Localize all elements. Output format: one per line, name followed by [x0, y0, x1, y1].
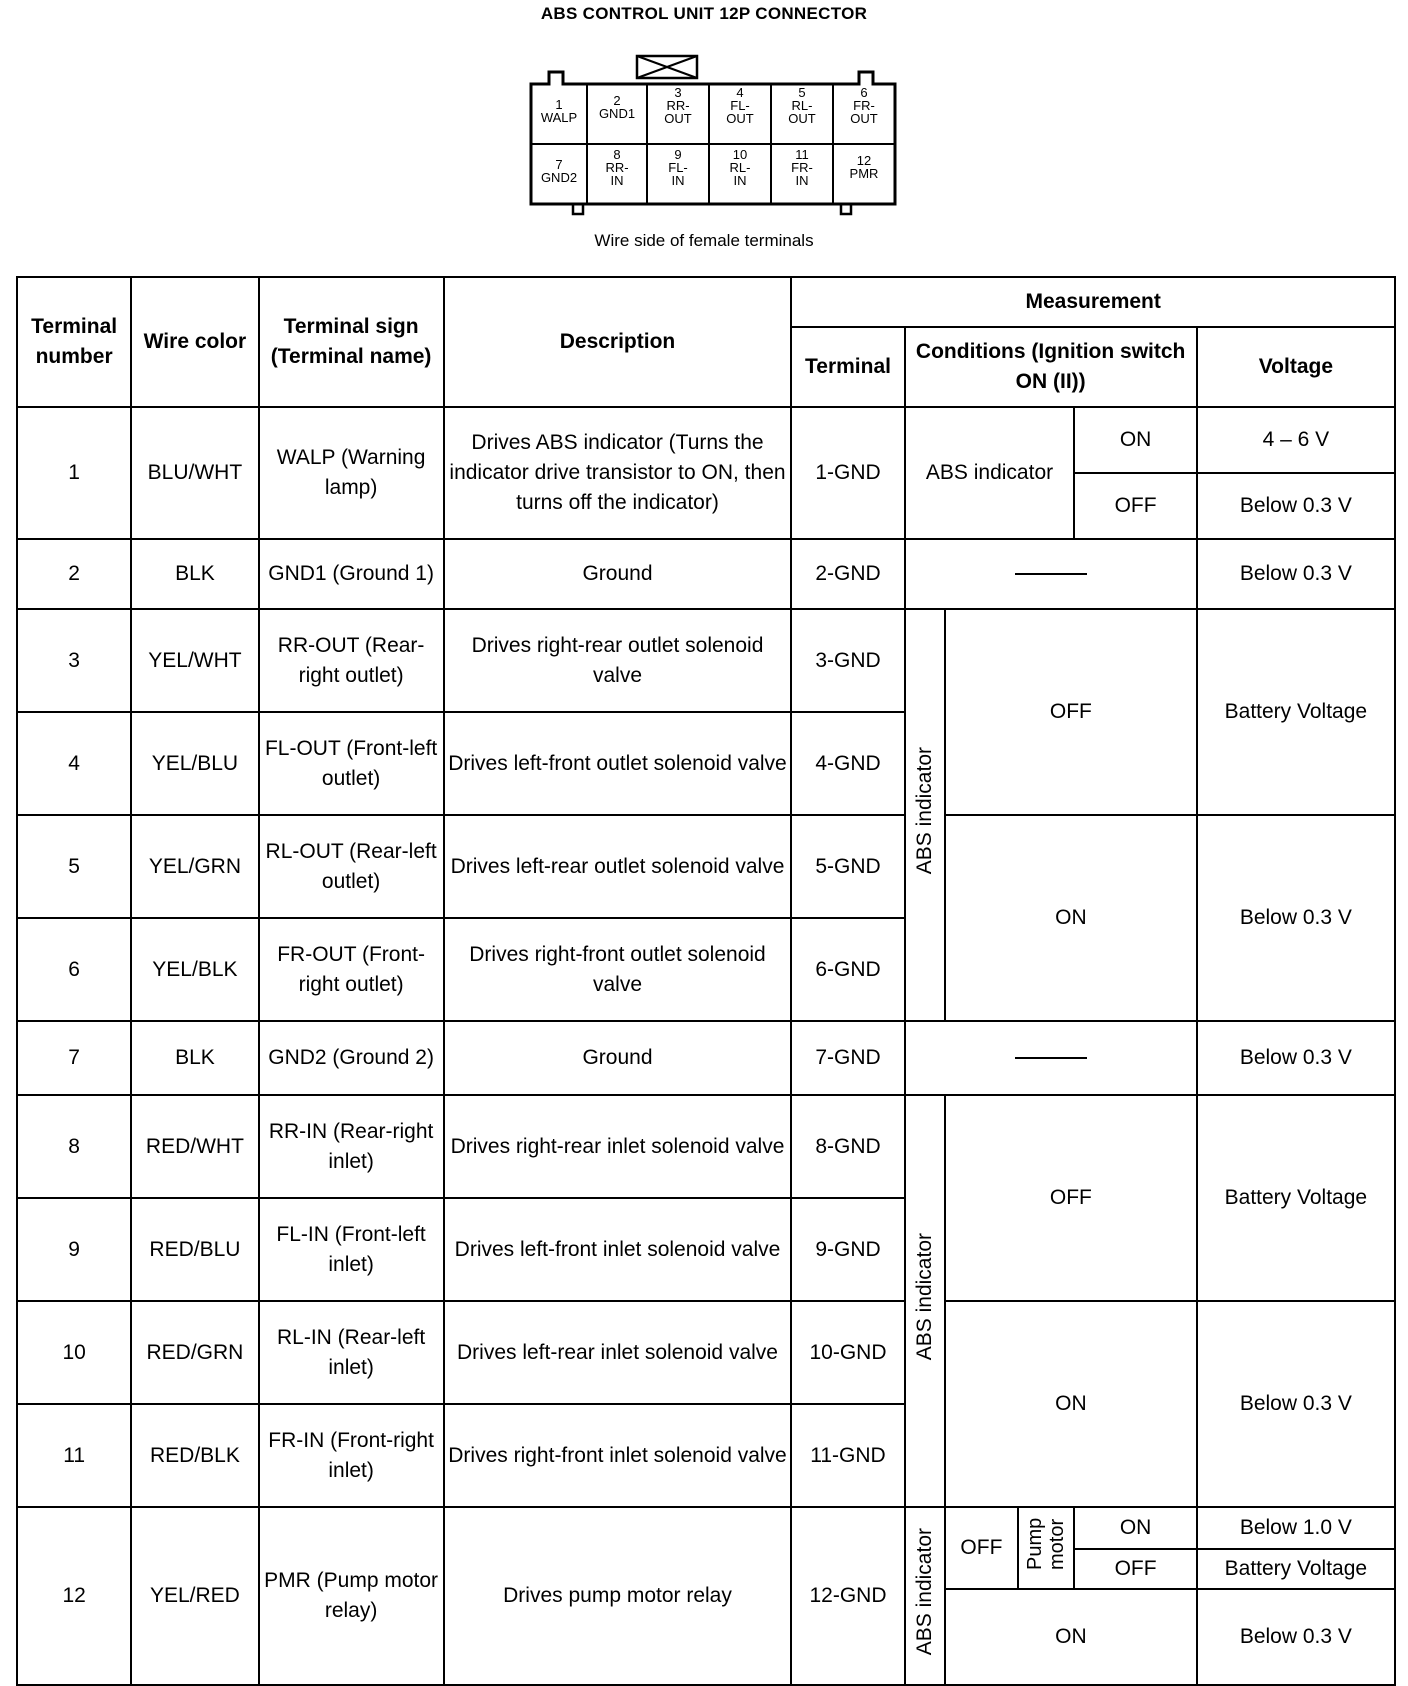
- cell-voltage: Below 0.3 V: [1197, 815, 1395, 1021]
- table-row: [17, 1507, 1395, 1549]
- cell-sign: RL-IN (Rear-left inlet): [259, 1301, 444, 1404]
- cell-sign: RR-OUT (Rear-right outlet): [259, 609, 444, 712]
- cell-description: Drives left-front inlet solenoid valve: [444, 1198, 792, 1301]
- cell-condition-none: [905, 539, 1197, 609]
- table-row: [17, 1301, 1395, 1404]
- header-terminal: Terminal: [791, 327, 904, 407]
- header-conditions: Conditions (Ignition switch ON (II)): [905, 327, 1197, 407]
- cell-state-on: ON: [945, 1301, 1197, 1507]
- connector-caption: Wire side of female terminals: [594, 231, 814, 250]
- cell-sign: GND1 (Ground 1): [259, 539, 444, 609]
- cell-terminal: 9-GND: [791, 1198, 904, 1301]
- cell-description: Drives right-rear inlet solenoid valve: [444, 1095, 792, 1198]
- cell-number: 1: [17, 407, 131, 539]
- cell-number: 7: [17, 1021, 131, 1095]
- pin-11: 11 FR-IN: [791, 147, 813, 188]
- cell-color: BLU/WHT: [131, 407, 258, 539]
- cell-sign: PMR (Pump motor relay): [259, 1507, 444, 1685]
- pin-10: 10 RL-IN: [729, 147, 751, 188]
- table-row: [17, 407, 1395, 473]
- header-wire-color: Wire color: [131, 277, 258, 407]
- cell-terminal: 5-GND: [791, 815, 904, 918]
- connector-outline: [525, 54, 897, 220]
- cell-voltage: Below 1.0 V: [1197, 1507, 1395, 1549]
- cell-condition-none: [905, 1021, 1197, 1095]
- cell-description: Drives left-rear inlet solenoid valve: [444, 1301, 792, 1404]
- dash-mark: [1015, 573, 1087, 575]
- header-terminal-number: Terminal number: [17, 277, 131, 407]
- cell-description: Ground: [444, 1021, 792, 1095]
- pin-5: 5 RL-OUT: [788, 85, 816, 126]
- cell-sign: FR-OUT (Front-right outlet): [259, 918, 444, 1021]
- cell-color: RED/WHT: [131, 1095, 258, 1198]
- cell-terminal: 6-GND: [791, 918, 904, 1021]
- cell-sign: RL-OUT (Rear-left outlet): [259, 815, 444, 918]
- cell-terminal: 12-GND: [791, 1507, 904, 1685]
- cell-color: RED/GRN: [131, 1301, 258, 1404]
- cell-state-off: OFF: [945, 1507, 1018, 1589]
- terminal-table: [16, 276, 1396, 1686]
- cell-description: Drives left-rear outlet solenoid valve: [444, 815, 792, 918]
- cell-color: YEL/BLU: [131, 712, 258, 815]
- pin-3: 3 RR-OUT: [664, 85, 692, 126]
- pin-1: 1 WALP: [540, 97, 578, 125]
- cell-number: 12: [17, 1507, 131, 1685]
- cell-number: 9: [17, 1198, 131, 1301]
- page-title: ABS CONTROL UNIT 12P CONNECTOR: [540, 4, 868, 23]
- cell-state-on: ON: [945, 815, 1197, 1021]
- cell-number: 10: [17, 1301, 131, 1404]
- cell-state-on: ON: [1074, 1507, 1196, 1549]
- cell-terminal: 3-GND: [791, 609, 904, 712]
- cell-color: YEL/WHT: [131, 609, 258, 712]
- pin-9: 9 FL-IN: [668, 147, 688, 188]
- cell-terminal: 4-GND: [791, 712, 904, 815]
- cell-terminal: 11-GND: [791, 1404, 904, 1507]
- cell-terminal: 8-GND: [791, 1095, 904, 1198]
- pin-2: 2 GND1: [598, 93, 636, 121]
- cell-condition-abs-indicator: ABS indicator: [905, 407, 1075, 539]
- table-row: [17, 1021, 1395, 1095]
- table-row: [17, 539, 1395, 609]
- cell-number: 11: [17, 1404, 131, 1507]
- table-row: [17, 815, 1395, 918]
- vertical-label: ABS indicator: [912, 746, 936, 875]
- pin-6: 6 FR-OUT: [850, 85, 878, 126]
- header-voltage: Voltage: [1197, 327, 1395, 407]
- cell-voltage: Battery Voltage: [1197, 1095, 1395, 1301]
- cell-description: Drives ABS indicator (Turns the indicator drive transistor to ON, then turns off the indicator): [444, 407, 792, 539]
- pin-7: 7 GND2: [540, 157, 578, 185]
- cell-state-off: OFF: [945, 1095, 1197, 1301]
- cell-terminal: 2-GND: [791, 539, 904, 609]
- cell-state-off: OFF: [945, 609, 1197, 815]
- cell-voltage: Battery Voltage: [1197, 1549, 1395, 1589]
- cell-description: Drives right-front outlet solenoid valve: [444, 918, 792, 1021]
- cell-sign: GND2 (Ground 2): [259, 1021, 444, 1095]
- cell-sign: RR-IN (Rear-right inlet): [259, 1095, 444, 1198]
- dash-mark: [1015, 1057, 1087, 1059]
- pin-8: 8 RR-IN: [605, 147, 629, 188]
- cell-state-on: ON: [945, 1589, 1197, 1685]
- cell-color: YEL/GRN: [131, 815, 258, 918]
- pin-12: 12 PMR: [849, 153, 879, 181]
- cell-sign: FL-OUT (Front-left outlet): [259, 712, 444, 815]
- cell-state-off: OFF: [1074, 473, 1196, 539]
- connector-diagram: [525, 54, 897, 220]
- cell-description: Ground: [444, 539, 792, 609]
- cell-color: BLK: [131, 1021, 258, 1095]
- cell-state-off: OFF: [1074, 1549, 1196, 1589]
- cell-pump-motor-vertical: [1018, 1507, 1075, 1589]
- cell-condition-abs-indicator-vertical: [905, 1095, 945, 1507]
- cell-description: Drives left-front outlet solenoid valve: [444, 712, 792, 815]
- cell-color: RED/BLU: [131, 1198, 258, 1301]
- cell-voltage: Battery Voltage: [1197, 609, 1395, 815]
- table-row: [17, 609, 1395, 712]
- cell-condition-abs-indicator-vertical: [905, 609, 945, 1021]
- cell-color: RED/BLK: [131, 1404, 258, 1507]
- cell-description: Drives pump motor relay: [444, 1507, 792, 1685]
- header-measurement: Measurement: [791, 277, 1395, 327]
- table-row: [17, 1095, 1395, 1198]
- cell-number: 4: [17, 712, 131, 815]
- cell-description: Drives right-front inlet solenoid valve: [444, 1404, 792, 1507]
- cell-voltage: Below 0.3 V: [1197, 1589, 1395, 1685]
- cell-number: 2: [17, 539, 131, 609]
- cell-number: 3: [17, 609, 131, 712]
- cell-color: YEL/RED: [131, 1507, 258, 1685]
- pin-4: 4 FL-OUT: [726, 85, 754, 126]
- header-terminal-sign: Terminal sign (Terminal name): [259, 277, 444, 407]
- cell-terminal: 1-GND: [791, 407, 904, 539]
- cell-condition-abs-indicator-vertical: [905, 1507, 945, 1685]
- cell-number: 5: [17, 815, 131, 918]
- cell-voltage: 4 – 6 V: [1197, 407, 1395, 473]
- cell-terminal: 10-GND: [791, 1301, 904, 1404]
- cell-state-on: ON: [1074, 407, 1196, 473]
- vertical-label: Pump motor: [1024, 1517, 1069, 1570]
- cell-voltage: Below 0.3 V: [1197, 473, 1395, 539]
- cell-sign: FR-IN (Front-right inlet): [259, 1404, 444, 1507]
- cell-color: BLK: [131, 539, 258, 609]
- cell-number: 6: [17, 918, 131, 1021]
- cell-voltage: Below 0.3 V: [1197, 539, 1395, 609]
- cell-voltage: Below 0.3 V: [1197, 1021, 1395, 1095]
- cell-number: 8: [17, 1095, 131, 1198]
- cell-terminal: 7-GND: [791, 1021, 904, 1095]
- cell-sign: WALP (Warning lamp): [259, 407, 444, 539]
- vertical-label: ABS indicator: [912, 1527, 936, 1656]
- vertical-label: ABS indicator: [912, 1232, 936, 1361]
- cell-description: Drives right-rear outlet solenoid valve: [444, 609, 792, 712]
- cell-color: YEL/BLK: [131, 918, 258, 1021]
- cell-sign: FL-IN (Front-left inlet): [259, 1198, 444, 1301]
- cell-voltage: Below 0.3 V: [1197, 1301, 1395, 1507]
- header-description: Description: [444, 277, 792, 407]
